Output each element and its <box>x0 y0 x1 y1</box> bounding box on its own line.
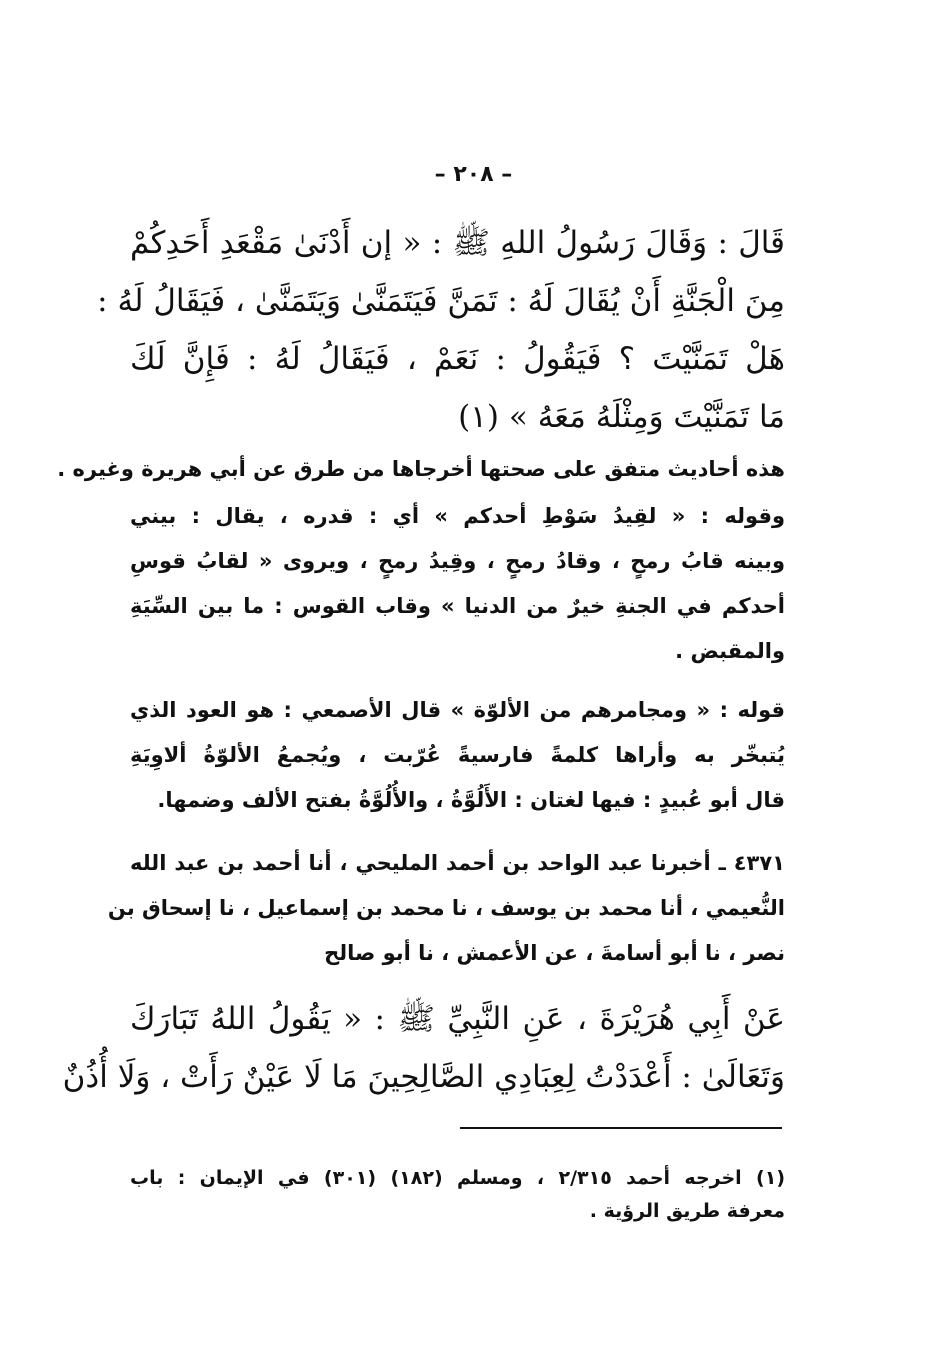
footnote-line: (١) اخرجه أحمد ٢/٣١٥ ، ومسلم (١٨٢) (٣٠١) في الإيمان : باب <box>130 1167 785 1189</box>
text-line: مِنَ الْجَنَّةِ أَنْ يُقَالَ لَهُ : تَمَنَّ فَيَتَمَنَّىٰ وَيَتَمَنَّىٰ ، فَيَقَالُ لَهُ : <box>97 283 785 319</box>
text-line: ٤٣٧١ ـ أخبرنا عبد الواحد بن أحمد المليحي ، أنا أحمد بن عبد الله <box>130 851 785 875</box>
text-line: هَلْ تَمَنَّيْتَ ؟ فَيَقُولُ : نَعَمْ ، فَيَقَالُ لَهُ : فَإِنَّ لَكَ <box>130 341 785 377</box>
text-line: هذه أحاديث متفق على صحتها أخرجاها من طرق عن أبي هريرة وغيره . <box>57 457 785 481</box>
page-number: – ٢٠٨ – <box>434 162 513 187</box>
footnote-line: معرفة طريق الرؤية . <box>589 1200 785 1222</box>
text-line: قال أبو عُبيدٍ : فيها لغتان : الأَلُوَّةُ ، والأُلُوَّةُ بفتح الألف وضمها. <box>157 788 785 812</box>
text-line: مَا تَمَنَّيْتَ وَمِثْلَهُ مَعَهُ » (١) <box>458 399 785 435</box>
text-line: عَنْ أَبِي هُرَيْرَةَ ، عَنِ النَّبِيِّ ﷺ : « يَقُولُ اللهُ تَبَارَكَ <box>130 1001 785 1037</box>
text-line: والمقبض . <box>675 639 785 663</box>
text-line: وقوله : « لقِيدُ سَوْطِ أحدكم » أي : قدره ، يقال : بيني <box>130 504 785 528</box>
text-line: وَتَعَالَىٰ : أَعْدَدْتُ لِعِبَادِي الصَّالِحِينَ مَا لَا عَيْنٌ رَأَتْ ، وَلَا أُذُنٌ <box>62 1059 785 1095</box>
hadith-paragraph <box>62 990 785 1106</box>
text-line: قوله : « ومجامرهم من الألوّة » قال الأصمعي : هو العود الذي <box>130 698 785 722</box>
hadith-paragraph <box>97 214 785 446</box>
text-line: أحدكم في الجنةِ خيرٌ من الدنيا » وقاب القوس : ما بين السِّيَةِ <box>130 594 785 618</box>
isnad-paragraph <box>107 841 785 976</box>
text-line: يُتبخّر به وأراها كلمةً فارسيةً عُرّبت ، ويُجمعُ الألوّةُ ألاوِيَةِ <box>130 743 785 767</box>
footnote-divider <box>460 1127 782 1129</box>
commentary-paragraph <box>130 494 785 674</box>
text-line: نصر ، نا أبو أسامةَ ، عن الأعمش ، نا أبو صالح <box>324 941 785 965</box>
text-line: قَالَ : وَقَالَ رَسُولُ اللهِ ﷺ : « إن أَدْنَىٰ مَقْعَدِ أَحَدِكُمْ <box>130 225 785 261</box>
commentary-paragraph <box>130 688 785 823</box>
text-line: وبينه قابُ رمحٍ ، وقادُ رمحٍ ، وقِيدُ رمحٍ ، ويروى « لقابُ قوسِ <box>130 549 785 573</box>
commentary-paragraph <box>57 447 785 492</box>
text-line: النُّعيمي ، أنا محمد بن يوسف ، نا محمد بن إسماعيل ، نا إسحاق بن <box>107 896 785 920</box>
footnote <box>130 1162 785 1228</box>
